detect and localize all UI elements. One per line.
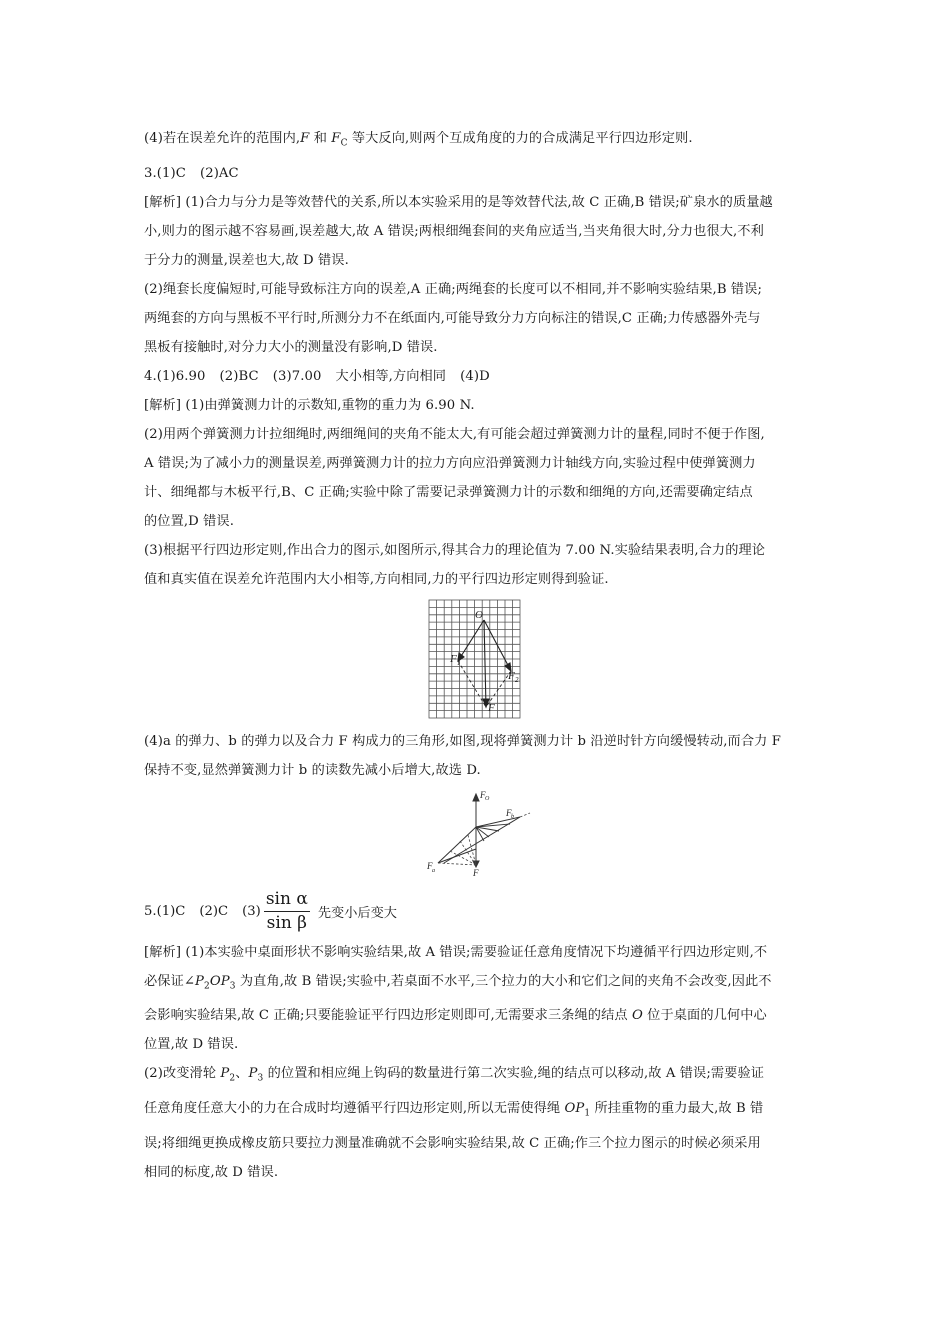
q2-part4-conclusion: (4)若在误差允许的范围内,F 和 $F_C$ 等大反向,则两个互成角度的力的合成满足平行四边形定则. xyxy=(144,131,693,149)
q4-analysis-line: A 错误;为了减小力的测量误差,两弹簧测力计的拉力方向应沿弹簧测力计轴线方向,实验过程中使弹簧测力 xyxy=(144,455,756,471)
q3-answer: 3.(1)C (2)AC xyxy=(144,165,239,181)
q5-analysis-line: 必保证$\angle P_2OP_3$ 为直角,故 B 错误;实验中,若桌面不水平,三个拉力的大小和它们之间的夹角不会改变,因此不 xyxy=(144,973,772,992)
parallelogram-grid-figure xyxy=(144,597,808,722)
q3-analysis-line: [解析] (1)合力与分力是等效替代的关系,所以本实验采用的是等效替代法,故 C 正确,B 错误;矿泉水的质量越 xyxy=(144,194,773,210)
q5-analysis-line: 会影响实验结果,故 C 正确;只要能验证平行四边形定则即可,无需要求三条绳的结点 O 位于桌面的几何中心 xyxy=(144,1008,767,1024)
arrowhead xyxy=(473,794,479,801)
label-fb: F xyxy=(506,807,512,818)
label-f1-sub: 1 xyxy=(457,658,461,667)
label-fa-sub: a xyxy=(432,867,435,874)
q4-analysis-line: 保持不变,显然弹簧测力计 b 的读数先减小后增大,故选 D. xyxy=(144,762,481,778)
q4-analysis-line: (3)根据平行四边形定则,作出合力的图示,如图所示,得其合力的理论值为 7.00 N.实验结果表明,合力的理论 xyxy=(144,542,766,558)
label-f2: F xyxy=(508,669,515,682)
ratio-fraction xyxy=(264,889,310,934)
label-fa: F xyxy=(427,860,433,871)
q5-analysis-line: 任意角度任意大小的力在合成时均遵循平行四边形定则,所以无需使得绳 $OP_1$ 所挂重物的重力最大,故 B 错 xyxy=(144,1100,764,1119)
force-triangle-figure xyxy=(144,789,808,884)
q5-analysis-line: 相同的标度,故 D 错误. xyxy=(144,1164,279,1180)
label-fo-sub: O xyxy=(485,795,490,802)
q4-analysis-line: [解析] (1)由弹簧测力计的示数知,重物的重力为 6.90 N. xyxy=(144,397,475,413)
q4-answer: 4.(1)6.90 (2)BC (3)7.00 大小相等,方向相同 (4)D xyxy=(144,368,490,384)
q3-analysis-line: 小,则力的图示越不容易画,误差越大,故 A 错误;两根细绳套间的夹角应适当,当夹角很大时,分力也很大,不利 xyxy=(144,223,764,239)
q5-analysis-line: 误;将细绳更换成橡皮筋只要拉力测量准确就不会影响实验结果,故 C 正确;作三个拉力图示的时候必须采用 xyxy=(144,1135,761,1151)
q5-analysis-line: [解析] (1)本实验中桌面形状不影响实验结果,故 A 错误;需要验证任意角度情况下均遵循平行四边形定则,不 xyxy=(144,944,768,960)
label-o: O xyxy=(475,608,483,621)
label-f2-sub: 2 xyxy=(515,675,519,684)
q5-answer-suffix: 先变小后变大 xyxy=(317,906,397,922)
q5-answer-prefix: 5.(1)C (2)C (3) xyxy=(144,904,261,920)
label-f1: F xyxy=(450,652,457,665)
vector-resultant xyxy=(484,620,486,707)
q3-analysis-line: 于分力的测量,误差也大,故 D 错误. xyxy=(144,252,349,268)
q3-analysis-line: 黑板有接触时,对分力大小的测量没有影响,D 错误. xyxy=(144,339,438,355)
answer-page xyxy=(144,124,808,1187)
fraction-denominator: sin β xyxy=(266,913,307,934)
label-fb-sub: b xyxy=(511,813,514,820)
q4-analysis-line: (4)a 的弹力、b 的弹力以及合力 F 构成力的三角形,如图,现将弹簧测力计 b 沿逆时针方向缓慢转动,而合力 F xyxy=(144,733,781,749)
q3-analysis-line: 两绳套的方向与黑板不平行时,所测分力不在纸面内,可能导致分力方向标注的错误,C 正确;力传感器外壳与 xyxy=(144,310,761,326)
label-f: F xyxy=(488,701,495,714)
q4-analysis-line: 的位置,D 错误. xyxy=(144,513,234,529)
label-f: F xyxy=(473,867,479,878)
q4-analysis-line: 计、细绳都与木板平行,B、C 正确;实验中除了需要记录弹簧测力计的示数和细绳的方向,还需要确定结点 xyxy=(144,484,753,500)
label-fo: F xyxy=(480,789,486,800)
q4-analysis-line: (2)用两个弹簧测力计拉细绳时,两细绳间的夹角不能太大,有可能会超过弹簧测力计的量程,同时不便于作图, xyxy=(144,426,765,442)
q5-answer xyxy=(144,886,808,938)
q4-analysis-line: 值和真实值在误差允许范围内大小相等,方向相同,力的平行四边形定则得到验证. xyxy=(144,571,609,587)
q5-analysis-line: (2)改变滑轮 $P_2$、$P_3$ 的位置和相应绳上钩码的数量进行第二次实验,绳的结点可以移动,故 A 错误;需要验证 xyxy=(144,1066,765,1084)
fraction-numerator: sin α xyxy=(264,889,310,912)
q3-analysis-line: (2)绳套长度偏短时,可能导致标注方向的误差,A 正确;两绳套的长度可以不相同,并不影响实验结果,B 错误; xyxy=(144,281,763,297)
q5-analysis-line: 位置,故 D 错误. xyxy=(144,1037,239,1053)
